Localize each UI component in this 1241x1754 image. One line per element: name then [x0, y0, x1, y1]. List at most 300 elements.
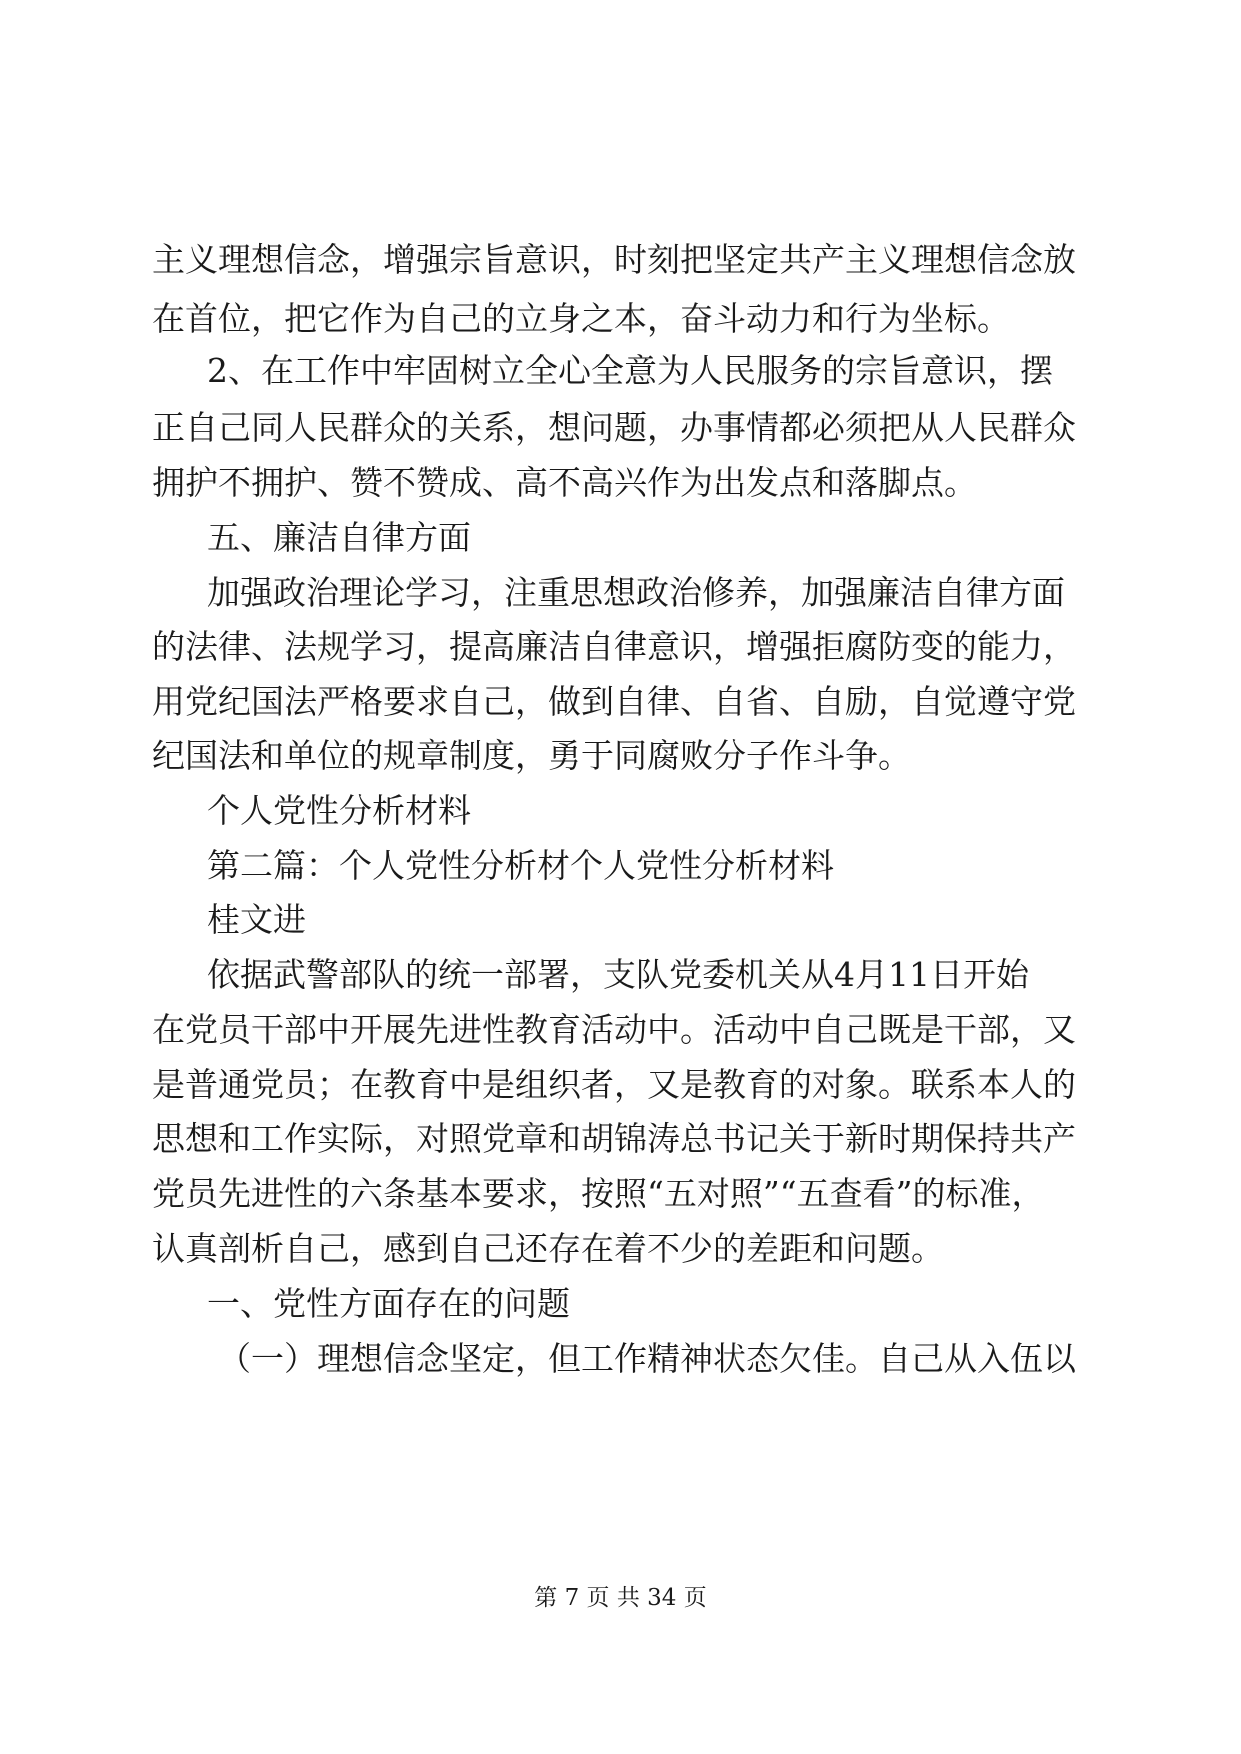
glyph: 加: [207, 573, 240, 612]
glyph: 意: [647, 627, 680, 666]
glyph: 全: [591, 351, 624, 390]
glyph: 念: [317, 240, 350, 279]
glyph: 治: [669, 573, 702, 612]
glyph: 念: [1010, 240, 1043, 279]
glyph: ，: [1010, 1010, 1043, 1049]
text-line: [152, 1109, 1241, 1169]
justified-text: [152, 617, 1076, 677]
glyph: 情: [746, 408, 779, 447]
glyph: 部: [284, 1010, 317, 1049]
glyph: 固: [426, 351, 459, 390]
glyph: ，: [768, 573, 801, 612]
glyph: 己: [218, 408, 251, 447]
glyph: 精: [647, 1339, 680, 1378]
justified-text: [207, 945, 1029, 1005]
glyph: 时: [614, 240, 647, 279]
glyph: 必: [812, 408, 845, 447]
glyph: 论: [372, 573, 405, 612]
glyph: 通: [218, 1065, 251, 1104]
glyph: 刻: [647, 240, 680, 279]
glyph: 的: [944, 627, 977, 666]
glyph: 为: [657, 351, 690, 390]
glyph: 摆: [1020, 351, 1053, 390]
glyph: 联: [911, 1065, 944, 1104]
text-line: 在首位，把它作为自己的立身之本，奋斗动力和行为坐标。: [152, 299, 1010, 338]
glyph: 识: [954, 351, 987, 390]
glyph: 中: [360, 351, 393, 390]
glyph: 加: [801, 573, 834, 612]
glyph: 从: [911, 408, 944, 447]
glyph: 做: [548, 682, 581, 721]
glyph: 系: [482, 408, 515, 447]
glyph: 先: [416, 1010, 449, 1049]
glyph: 保: [944, 1119, 977, 1158]
glyph: 是: [482, 1065, 515, 1104]
glyph: 2: [207, 351, 228, 390]
glyph: 据: [240, 955, 273, 994]
glyph: 律: [647, 682, 680, 721]
glyph: 工: [581, 1339, 614, 1378]
glyph: 看: [862, 1174, 896, 1213]
justified-text: [218, 1329, 1076, 1389]
glyph: 须: [845, 408, 878, 447]
glyph: 但: [548, 1339, 581, 1378]
glyph: 识: [548, 240, 581, 279]
glyph: 思: [570, 573, 603, 612]
glyph: 理: [911, 240, 944, 279]
glyph: 牢: [393, 351, 426, 390]
glyph: 到: [581, 682, 614, 721]
glyph: 方: [999, 573, 1032, 612]
glyph: 教: [383, 1065, 416, 1104]
glyph: 格: [350, 682, 383, 721]
glyph: 党: [251, 1065, 284, 1104]
glyph: ）: [284, 1339, 317, 1378]
glyph: 胡: [581, 1119, 614, 1158]
glyph: 自: [812, 682, 845, 721]
glyph: 法: [284, 682, 317, 721]
glyph: 部: [504, 955, 537, 994]
glyph: ”: [762, 1174, 780, 1213]
glyph: 旨: [482, 240, 515, 279]
glyph: 进: [251, 1174, 284, 1213]
glyph: 于: [812, 1119, 845, 1158]
glyph: 理: [339, 573, 372, 612]
glyph: 本: [449, 1174, 482, 1213]
glyph: 群: [1010, 408, 1043, 447]
glyph: 务: [789, 351, 822, 390]
glyph: 事: [713, 408, 746, 447]
text-line: 拥护不拥护、赞不赞成、高不高兴作为出发点和落脚点。: [152, 463, 977, 502]
glyph: “: [647, 1174, 664, 1213]
glyph: 照: [614, 1174, 647, 1213]
glyph: 要: [482, 1174, 515, 1213]
glyph: 觉: [944, 682, 977, 721]
glyph: 伍: [1010, 1339, 1043, 1378]
glyph: 习: [383, 627, 416, 666]
glyph: 信: [977, 240, 1010, 279]
glyph: 洁: [548, 627, 581, 666]
glyph: 条: [383, 1174, 416, 1213]
glyph: 民: [977, 408, 1010, 447]
glyph: 想: [944, 240, 977, 279]
glyph: 欠: [779, 1339, 812, 1378]
glyph: 员: [284, 1065, 317, 1104]
glyph: 共: [1010, 1119, 1043, 1158]
glyph: 统: [438, 955, 471, 994]
glyph: 正: [152, 408, 185, 447]
glyph: 委: [702, 955, 735, 994]
glyph: 干: [251, 1010, 284, 1049]
glyph: 群: [350, 408, 383, 447]
glyph: 励: [845, 682, 878, 721]
glyph: 对: [696, 1174, 730, 1213]
text-line: [152, 230, 1241, 290]
glyph: 五: [796, 1174, 830, 1213]
glyph: 国: [251, 682, 284, 721]
glyph: 省: [746, 682, 779, 721]
glyph: 以: [1043, 1339, 1076, 1378]
glyph: 五: [663, 1174, 697, 1213]
glyph: 党: [669, 955, 702, 994]
glyph: 是: [680, 1065, 713, 1104]
glyph: 对: [812, 1065, 845, 1104]
glyph: 又: [647, 1065, 680, 1104]
glyph: 时: [878, 1119, 911, 1158]
glyph: 。: [878, 1065, 911, 1104]
glyph: 立: [492, 351, 525, 390]
glyph: 服: [756, 351, 789, 390]
justified-text: [207, 563, 1065, 623]
glyph: 。: [680, 1010, 713, 1049]
glyph: ；: [317, 1065, 350, 1104]
glyph: 理: [317, 1339, 350, 1378]
glyph: 总: [680, 1119, 713, 1158]
glyph: 放: [1043, 240, 1076, 279]
glyph: 宗: [855, 351, 888, 390]
glyph: 始: [996, 955, 1029, 994]
glyph: 佳: [812, 1339, 845, 1378]
glyph: 警: [306, 955, 339, 994]
glyph: 心: [558, 351, 591, 390]
glyph: 党: [185, 682, 218, 721]
glyph: 锦: [614, 1119, 647, 1158]
glyph: 己: [845, 1010, 878, 1049]
glyph: 都: [779, 408, 812, 447]
glyph: 期: [911, 1119, 944, 1158]
glyph: 的: [317, 1174, 350, 1213]
glyph: 同: [251, 408, 284, 447]
glyph: 依: [207, 955, 240, 994]
glyph: 实: [317, 1119, 350, 1158]
glyph: ，: [515, 408, 548, 447]
glyph: 意: [624, 351, 657, 390]
glyph: 既: [878, 1010, 911, 1049]
glyph: 自: [911, 682, 944, 721]
glyph: 政: [636, 573, 669, 612]
glyph: 信: [383, 1339, 416, 1378]
glyph: 高: [482, 627, 515, 666]
glyph: 在: [350, 1065, 383, 1104]
section-heading: 第二篇：个人党性分析材个人党性分析材料: [207, 846, 834, 885]
glyph: 义: [185, 240, 218, 279]
glyph: 拒: [812, 627, 845, 666]
glyph: 普: [185, 1065, 218, 1104]
glyph: 查: [829, 1174, 863, 1213]
glyph: 守: [1010, 682, 1043, 721]
glyph: 共: [779, 240, 812, 279]
glyph: 党: [185, 1010, 218, 1049]
glyph: 展: [383, 1010, 416, 1049]
glyph: ，: [614, 1065, 647, 1104]
glyph: 人: [1010, 1065, 1043, 1104]
glyph: 坚: [449, 1339, 482, 1378]
glyph: 党: [482, 1119, 515, 1158]
glyph: 强: [416, 240, 449, 279]
glyph: 旨: [888, 351, 921, 390]
glyph: 律: [218, 627, 251, 666]
justified-text: [152, 1055, 1076, 1115]
glyph: 增: [383, 240, 416, 279]
glyph: 武: [273, 955, 306, 994]
glyph: 按: [581, 1174, 614, 1213]
glyph: 准: [978, 1174, 1012, 1213]
section-heading: 五、廉洁自律方面: [207, 518, 471, 557]
glyph: 党: [1043, 682, 1076, 721]
glyph: 日: [930, 955, 963, 994]
glyph: 己: [911, 1339, 944, 1378]
justified-text: [207, 341, 1053, 401]
glyph: 系: [944, 1065, 977, 1104]
glyph: 想: [548, 408, 581, 447]
glyph: 想: [603, 573, 636, 612]
section-heading: 一、党性方面存在的问题: [207, 1284, 570, 1323]
text-line: 纪国法和单位的规章制度，勇于同腐败分子作斗争。: [152, 736, 911, 775]
glyph: 注: [504, 573, 537, 612]
glyph: ，: [581, 240, 614, 279]
glyph: 的: [822, 351, 855, 390]
glyph: ，: [471, 573, 504, 612]
section-heading: 个人党性分析材料: [207, 791, 471, 830]
glyph: 廉: [515, 627, 548, 666]
glyph: 面: [1032, 573, 1065, 612]
glyph: 从: [801, 955, 834, 994]
glyph: 先: [218, 1174, 251, 1213]
glyph: 从: [944, 1339, 977, 1378]
glyph: 全: [525, 351, 558, 390]
glyph: 象: [845, 1065, 878, 1104]
text-line: [152, 1164, 1241, 1224]
glyph: 入: [977, 1339, 1010, 1378]
glyph: 力: [1010, 627, 1043, 666]
glyph: 关: [779, 1119, 812, 1158]
glyph: 防: [878, 627, 911, 666]
glyph: 书: [713, 1119, 746, 1158]
glyph: 新: [845, 1119, 878, 1158]
glyph: 育: [548, 1010, 581, 1049]
justified-text: [152, 1000, 1076, 1060]
text-line: [207, 341, 1241, 401]
glyph: 、: [779, 682, 812, 721]
glyph: 提: [449, 627, 482, 666]
glyph: （: [218, 1339, 251, 1378]
glyph: ，: [416, 627, 449, 666]
glyph: 干: [944, 1010, 977, 1049]
glyph: 教: [713, 1065, 746, 1104]
glyph: 涛: [647, 1119, 680, 1158]
text-line: 认真剖析自己，感到自己还存在着不少的差距和问题。: [152, 1229, 944, 1268]
glyph: 的: [405, 955, 438, 994]
glyph: 律: [966, 573, 999, 612]
glyph: 自: [812, 1010, 845, 1049]
glyph: 织: [548, 1065, 581, 1104]
glyph: 自: [185, 408, 218, 447]
glyph: ，: [350, 240, 383, 279]
glyph: 增: [746, 627, 779, 666]
glyph: 众: [383, 408, 416, 447]
glyph: 是: [911, 1010, 944, 1049]
glyph: 习: [438, 573, 471, 612]
glyph: 标: [945, 1174, 979, 1213]
glyph: 育: [416, 1065, 449, 1104]
glyph: 照: [729, 1174, 763, 1213]
glyph: 强: [834, 573, 867, 612]
text-line: [152, 1000, 1241, 1060]
glyph: 廉: [867, 573, 900, 612]
glyph: 想: [251, 240, 284, 279]
glyph: 主: [152, 240, 185, 279]
glyph: 求: [515, 1174, 548, 1213]
glyph: 腐: [845, 627, 878, 666]
glyph: ，: [878, 682, 911, 721]
glyph: ，: [1043, 627, 1076, 666]
glyph: 纪: [218, 682, 251, 721]
glyph: ，: [383, 1119, 416, 1158]
glyph: 六: [350, 1174, 383, 1213]
glyph: 的: [912, 1174, 946, 1213]
glyph: 照: [449, 1119, 482, 1158]
glyph: 规: [317, 627, 350, 666]
glyph: 在: [261, 351, 294, 390]
glyph: 对: [416, 1119, 449, 1158]
text-line: [207, 563, 1241, 623]
glyph: 定: [482, 1339, 515, 1378]
glyph: 树: [459, 351, 492, 390]
glyph: 组: [515, 1065, 548, 1104]
glyph: 产: [812, 240, 845, 279]
glyph: 员: [185, 1174, 218, 1213]
glyph: 严: [317, 682, 350, 721]
glyph: 念: [416, 1339, 449, 1378]
glyph: 持: [977, 1119, 1010, 1158]
glyph: 在: [152, 1010, 185, 1049]
glyph: 中: [647, 1010, 680, 1049]
glyph: 用: [152, 682, 185, 721]
glyph: 自: [614, 682, 647, 721]
glyph: 开: [350, 1010, 383, 1049]
glyph: ，: [713, 627, 746, 666]
glyph: 记: [746, 1119, 779, 1158]
glyph: 洁: [900, 573, 933, 612]
text-line: [152, 672, 1241, 732]
glyph: 识: [680, 627, 713, 666]
page-footer: 第 7 页 共 34 页: [534, 1585, 707, 1611]
glyph: 人: [944, 408, 977, 447]
glyph: 员: [218, 1010, 251, 1049]
glyph: 把: [680, 240, 713, 279]
glyph: 的: [152, 627, 185, 666]
glyph: 自: [713, 682, 746, 721]
glyph: ，: [515, 682, 548, 721]
glyph: 一: [471, 955, 504, 994]
glyph: ”: [895, 1174, 913, 1213]
glyph: 党: [152, 1174, 185, 1213]
glyph: 法: [284, 627, 317, 666]
glyph: 自: [878, 1339, 911, 1378]
glyph: 关: [768, 955, 801, 994]
glyph: 众: [1043, 408, 1076, 447]
glyph: 开: [963, 955, 996, 994]
glyph: 育: [746, 1065, 779, 1104]
glyph: 和: [218, 1119, 251, 1158]
justified-text: [152, 230, 1076, 290]
glyph: 把: [878, 408, 911, 447]
glyph: ，: [570, 955, 603, 994]
glyph: 队: [372, 955, 405, 994]
glyph: 中: [449, 1065, 482, 1104]
glyph: 进: [449, 1010, 482, 1049]
glyph: 政: [273, 573, 306, 612]
glyph: 部: [339, 955, 372, 994]
author-name: 桂文进: [207, 900, 306, 939]
glyph: 人: [284, 408, 317, 447]
glyph: 作: [614, 1339, 647, 1378]
glyph: 作: [284, 1119, 317, 1158]
glyph: 问: [581, 408, 614, 447]
glyph: 自: [449, 682, 482, 721]
glyph: 民: [317, 408, 350, 447]
glyph: 定: [746, 240, 779, 279]
glyph: 动: [614, 1010, 647, 1049]
glyph: 队: [636, 955, 669, 994]
glyph: 际: [350, 1119, 383, 1158]
glyph: 本: [977, 1065, 1010, 1104]
text-line: [152, 617, 1241, 677]
glyph: 遵: [977, 682, 1010, 721]
glyph: 人: [690, 351, 723, 390]
glyph: 的: [416, 408, 449, 447]
glyph: 、: [680, 682, 713, 721]
glyph: 是: [152, 1065, 185, 1104]
justified-text: [152, 398, 1076, 458]
glyph: 信: [284, 240, 317, 279]
glyph: 能: [977, 627, 1010, 666]
glyph: 民: [723, 351, 756, 390]
glyph: 修: [702, 573, 735, 612]
glyph: 部: [977, 1010, 1010, 1049]
glyph: 自: [933, 573, 966, 612]
text-line: [152, 398, 1241, 458]
glyph: 又: [1043, 1010, 1076, 1049]
glyph: 变: [911, 627, 944, 666]
glyph: 强: [240, 573, 273, 612]
justified-text: [152, 1164, 1045, 1224]
glyph: 想: [350, 1339, 383, 1378]
glyph: 活: [581, 1010, 614, 1049]
glyph: 。: [845, 1339, 878, 1378]
glyph: 求: [416, 682, 449, 721]
glyph: 的: [779, 1065, 812, 1104]
